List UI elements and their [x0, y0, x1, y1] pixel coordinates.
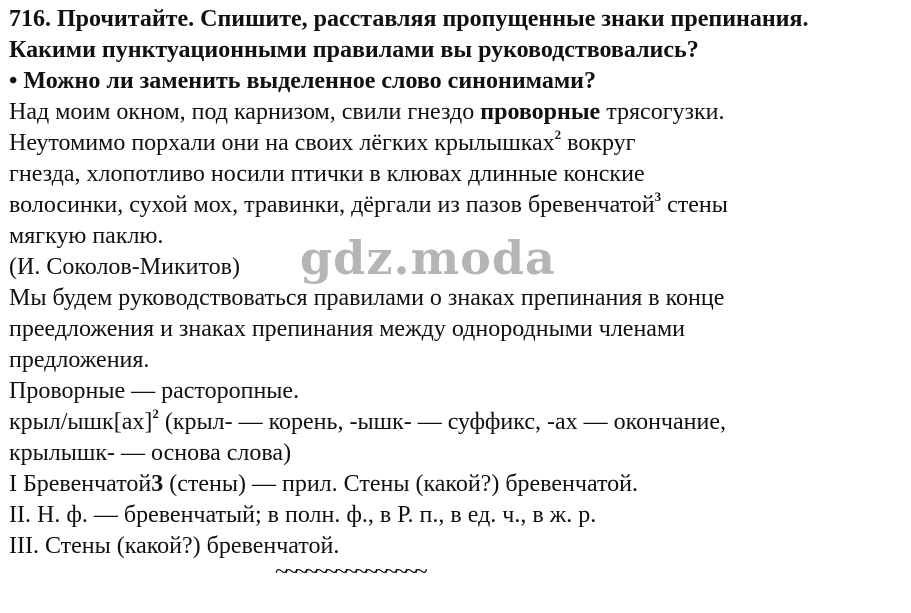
answer-line-2: преедложения и знаках препинания между однородными членами — [9, 316, 685, 342]
text-segment: волосинки, сухой мох, травинки, дёргали из пазов бревенчатой — [9, 192, 655, 218]
answer-line-7 — [9, 469, 638, 500]
text-segment: трясогузки. — [600, 99, 725, 125]
text-line-3: гнезда, хлопотливо носили птички в клювах длинные конские — [9, 161, 645, 187]
footnote-mark: 2 — [554, 127, 562, 142]
task-line-1: 716. Прочитайте. Спишите, расставляя пропущенные знаки препинания. — [9, 6, 809, 32]
text-line-4 — [9, 190, 728, 221]
text-line-5: мягкую паклю. — [9, 223, 164, 249]
text-segment: I Бревенчатой — [9, 471, 152, 497]
task-line-2: Какими пунктуационными правилами вы руководствовались? — [9, 37, 699, 63]
task-line-3: • Можно ли заменить выделенное слово синонимами? — [9, 68, 597, 94]
footnote-mark: 2 — [152, 406, 159, 421]
answer-line-9: III. Стены (какой?) бревенчатой. — [9, 533, 340, 559]
answer-line-5 — [9, 407, 726, 438]
text-segment: крыл/ышк[ах] — [9, 409, 153, 435]
text-segment: (стены) — прил. Стены (какой?) бревенчатой. — [163, 471, 638, 497]
answer-line-1: Мы будем руководствоваться правилами о знаках препинания в конце — [9, 285, 725, 311]
text-segment: Над моим окном, под карнизом, свили гнездо — [9, 99, 481, 125]
text-segment: (крыл- — корень, -ышк- — суффикс, -ах — окончание, — [158, 409, 726, 435]
watermark: gdz.moda — [300, 231, 556, 285]
text-segment: Неутомимо порхали они на своих лёгких крылышках — [9, 130, 555, 156]
author-line: (И. Соколов-Микитов) — [9, 254, 240, 280]
text-segment: стены — [661, 192, 728, 218]
wavy-underline: ~~~~~~~~~~~~~~~ — [275, 559, 425, 585]
bold-mark: 3 — [151, 471, 164, 497]
answer-line-4: Проворные — расторопные. — [9, 378, 300, 404]
text-segment: вокруг — [561, 130, 636, 156]
text-line-1 — [9, 97, 725, 128]
answer-line-3: предложения. — [9, 347, 150, 373]
text-line-2 — [9, 128, 636, 159]
footnote-mark: 3 — [654, 189, 662, 204]
answer-line-8: II. Н. ф. — бревенчатый; в полн. ф., в Р. п., в ед. ч., в ж. р. — [9, 502, 597, 528]
highlighted-word: проворные — [480, 99, 601, 125]
answer-line-6: крылышк- — основа слова) — [9, 440, 292, 466]
